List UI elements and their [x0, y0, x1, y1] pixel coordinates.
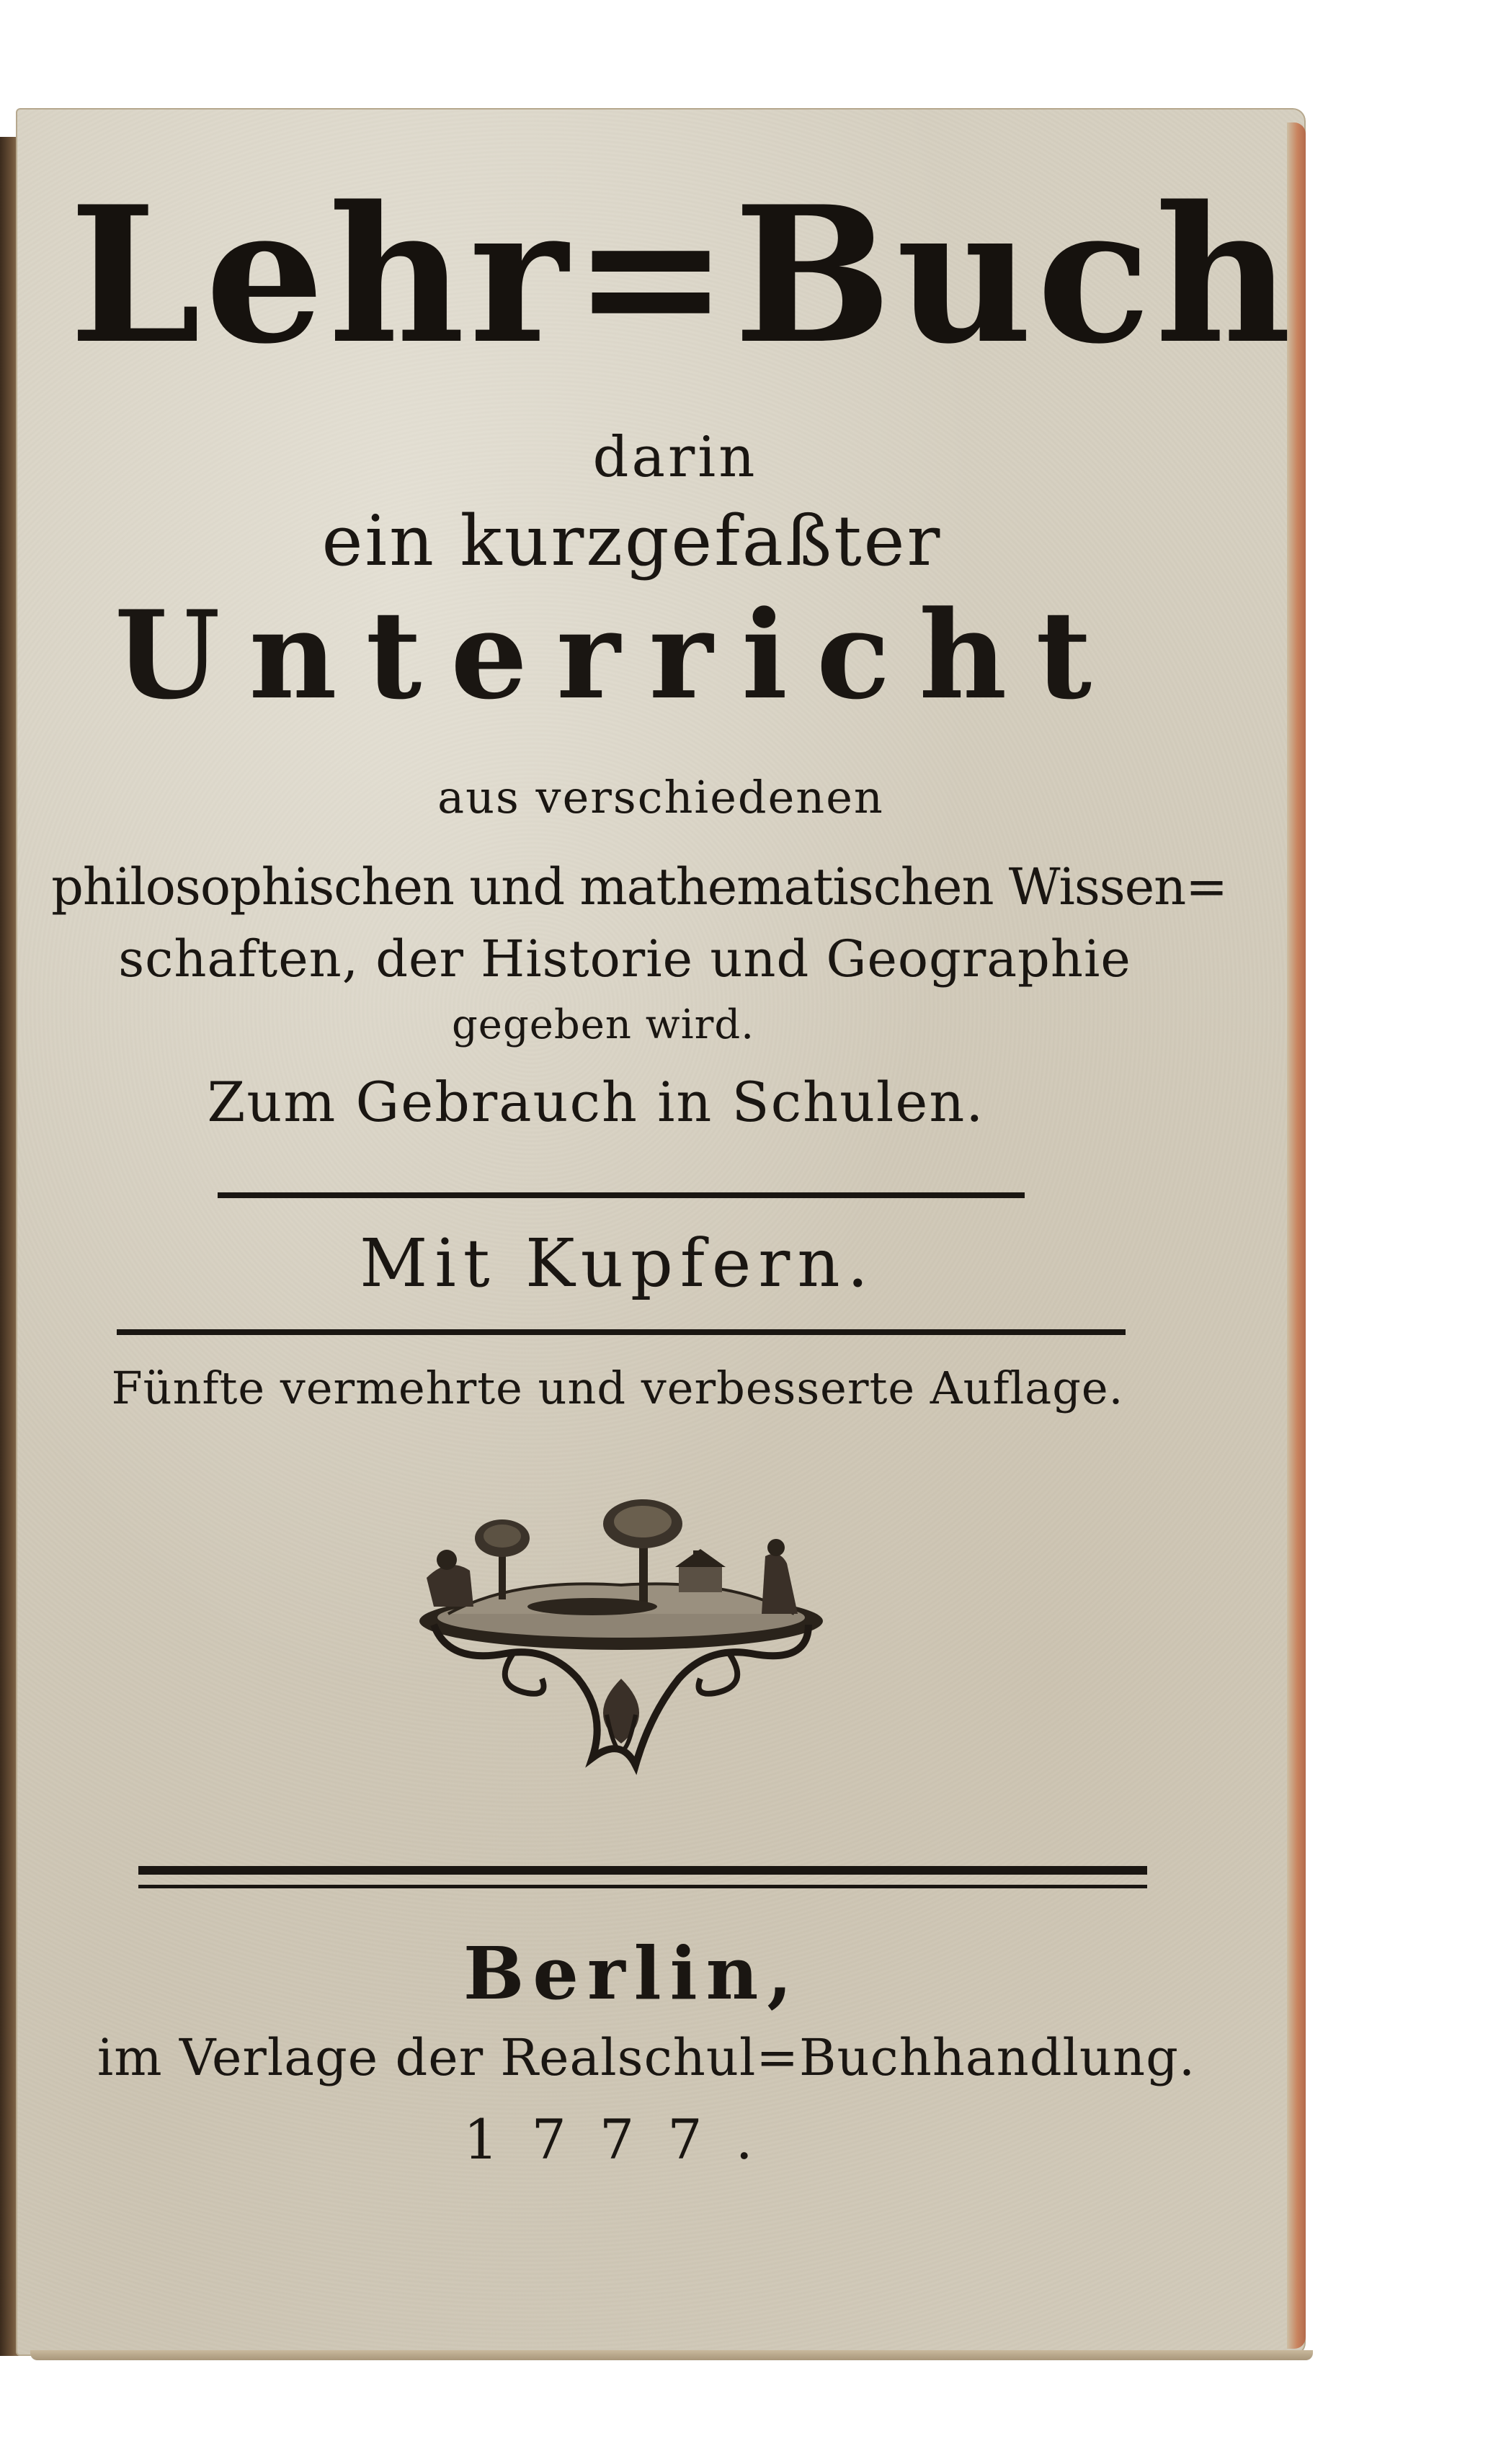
- line-zum-gebrauch: Zum Gebrauch in Schulen.: [207, 1070, 985, 1134]
- line-unterricht: Unterricht: [114, 584, 1121, 726]
- line-auflage: Fünfte vermehrte und verbesserte Auflage.: [111, 1362, 1124, 1414]
- line-gegeben-wird: gegeben wird.: [451, 1001, 755, 1048]
- line-darin: darin: [592, 425, 758, 490]
- divider-rule-thin: [138, 1885, 1147, 1888]
- line-aus-verschiedenen: aus verschiedenen: [437, 771, 884, 823]
- line-kurzgefasster: ein kurzgefaßter: [321, 501, 943, 581]
- divider-rule-thick: [138, 1866, 1147, 1875]
- book-title: Lehr=Buch: [68, 166, 1296, 385]
- title-page-text: [16, 108, 1306, 2356]
- line-philosophischen: philosophischen und mathematischen Wissen=: [51, 857, 1227, 916]
- imprint-publisher: im Verlage der Realschul=Buchhandlung.: [97, 2028, 1196, 2087]
- divider-rule: [117, 1329, 1126, 1335]
- line-schaften: schaften, der Historie und Geographie: [118, 929, 1131, 988]
- imprint-year: 1777.: [463, 2107, 786, 2171]
- divider-rule: [218, 1192, 1025, 1198]
- title-page: [16, 108, 1306, 2356]
- book: [0, 108, 1319, 2356]
- printer-ornament-landscape-icon: [405, 1499, 837, 1801]
- line-mit-kupfern: Mit Kupfern.: [360, 1225, 876, 1302]
- imprint-place: Berlin,: [463, 1931, 801, 2016]
